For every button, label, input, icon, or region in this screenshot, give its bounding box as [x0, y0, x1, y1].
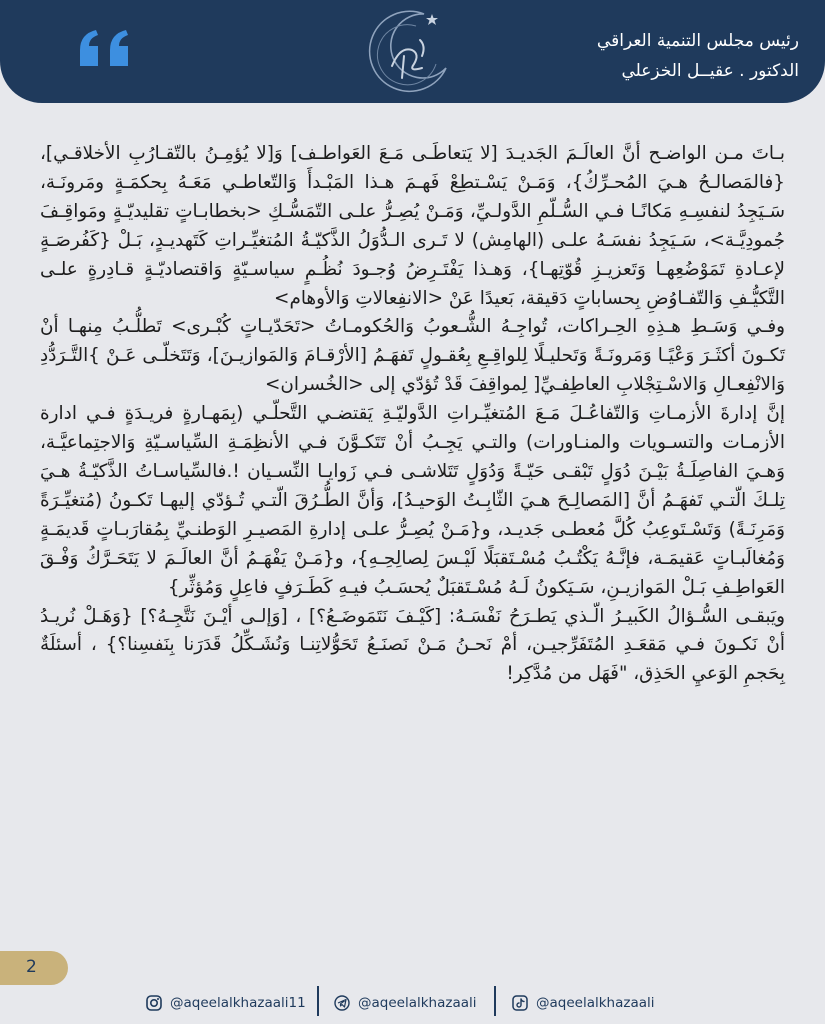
article-paragraph: بـاتَ مـن الواضـح أنَّ العالَـمَ الجَديـدَ [لا يَتعاطَـى مَـعَ العَواطـف] وَ[لا يُؤمِـنُ بالتّقـارُبِ الأخلاقـي]، {فالمَصالـحُ هـيَ المُحـرِّكُ}، وَمَـنْ يَسْـتطِعْ فَهـمَ هـذا المَبْـدأَ وَالتّعاطـي مَعَـهُ بِحكمَـةٍ ومَرونَـة، سَـيَجِدُ لنفسِـهِ مَكانًـا فـي السُّـلّمِ الدَّولـيِّ، وَمَـنْ يُصِـرُّ علـى التّمَسُّـكِ <بخطابـاتٍ تقليديّـةٍ ومَواقِـفَ جُمودِيَّـة>، سَـيَجِدُ نفسَـهُ علـى (الهامِش) لا تَـرى الـدُّوَلُ الذَّكيّـةُ المُتغيِّـراتِ كَتَهديـدٍ، بَـلْ {كَفُرصَـةٍ لإعـادةِ تَمَوْضُعِهـا وَتَعزيـزِ قُوّتِهـا}، وَهـذا يَفْتَـرِضُ وُجـودَ نُظُـمٍ سياسـيّةٍ وَاقتصاديّـةٍ قـادِرةٍ علـى التَّكيُّـفِ وَالتّفـاوُضِ بِحساباتٍ دَقيقة، بَعيدًا عَنْ <الانفِعالاتِ وَالأوهام>: [40, 143, 785, 309]
instagram-icon: [146, 995, 162, 1011]
article-paragraph: إنَّ إدارةَ الأزمـاتِ وَالتّفاعُـلَ مَـعَ المُتغيِّـراتِ الدَّوليّـةِ يَقتضـي التَّحلّـي (بِمَهـارةٍ فريـدَةٍ فـي ادارة الأزمـات والتسـويات والمنـاورات) والتـي يَجِـبُ أنْ تَتَكـوَّنَ فـي الأنظِمَـةِ السِّياسـيّةِ وَالاجتِماعيَّـة، وَهـيَ الفاصِلَـةُ بَيْـنَ دُوَلٍ تَبْقـى حَيّـةً وَدُوَلٍ تَتَلاشـى فـي زَوايـا النِّسـيان !.فالسِّياسـاتُ الذَّكيّـةُ هـيَ تِلـكَ الّتـي تَفهَـمُ أنَّ [المَصالِـحَ هـيَ الثّابِـتُ الوَحيـدُ]، وَأنَّ الطُّـرُقَ الّتـي تُـؤدّي إليهـا تَكـونُ (مُتغيِّـرَةً وَمَرِنَـةً) وَتَسْـتَوعِبُ كُلَّ مُعطـى جَديـد، و{مَـنْ يُصِـرُّ علـى إدارةِ المَصيـرِ الوَطنـيِّ بِمُقارَبـاتٍ قَديمَـةٍ وَمُغالَبـاتٍ عَقيمَـة، فإنَّـهُ يَكْتُـبُ مُسْـتَقبَلًا لَيْـسَ لِصالِحِـهِ}، و{مَـنْ يَفْهَـمُ أنَّ العالَـمَ لا يَتَحَـرَّكُ وَفْـقَ العَواطِـفِ بَـلْ المَوازيـنِ، سَـيَكونُ لَـهُ مُسْـتَقبَلٌ يُحسَـبُ فيـهِ كَطَـرَفٍ فاعِلٍ وَمُؤثِّر}: [40, 403, 785, 598]
header-banner: [0, 0, 825, 103]
tiktok-icon: [512, 995, 528, 1011]
ramadan-logo: [362, 6, 458, 98]
author-name: الدكتور . عقيــل الخزعلي: [621, 61, 799, 81]
article-paragraph: وفـي وَسَـطِ هـذِهِ الحِـراكات، تُواجِـهُ الشُّـعوبُ وَالحُكومـاتُ <تَحَدّيـاتٍ كُبْـرى> تَطلُّـبُ مِنهـا أنْ تَكـونَ أكثَـرَ وَعْيًـا وَمَرونَـةً وَتَحليـلًا لِلواقِـعِ بِعُقـولٍ تَفهَـمُ [الأرْقـامَ وَالمَوازيـنَ]، وَتَتَخلّـى عَـنْ }التَّـرَدُّدِ وَالانْفِعـالِ وَالاسْـتِجْلابِ العاطِفـيِّ[ لِمواقِفَ قَدْ تُؤدّي إلى <الخُسران>: [40, 316, 785, 396]
social-footer: [0, 988, 825, 1024]
telegram-icon: [334, 995, 350, 1011]
social-link-telegram[interactable]: [334, 991, 477, 1015]
article-body: [40, 140, 785, 689]
social-handle: @aqeelalkhazaali11: [170, 995, 306, 1011]
social-link-instagram[interactable]: [146, 991, 306, 1015]
footer-divider: [317, 986, 319, 1016]
social-link-tiktok[interactable]: [512, 991, 655, 1015]
quote-icon: [78, 28, 136, 68]
article-paragraph: ويَبقـى السُّـؤالُ الكَبيـرُ الّـذي يَطـرَحُ نَفْسَـهُ: [كَيْـفَ نَتَمَوضَـعُ؟] ، [وَإلـى أيْـنَ نَتَّجِـهُ؟] {وَهَـلْ نُريـدُ أنْ نَكـونَ فـي مَقعَـدِ المُتَفَرِّجيـن، أمْ نَحـنُ مَـنْ نَصنَـعُ تَحَوُّلاتِنـا وَنُشَـكِّلُ قَدَرَنا بِنَفسِنا؟} ، أسئلَةٌ بِحَجمِ الوَعيِ الحَذِق، "فَهَل من مُدَّكِر!: [40, 605, 785, 685]
social-handle: @aqeelalkhazaali: [358, 995, 477, 1011]
social-handle: @aqeelalkhazaali: [536, 995, 655, 1011]
page-number-badge: [0, 951, 68, 985]
author-title: رئيس مجلس التنمية العراقي: [596, 31, 799, 51]
page-number: 2: [26, 957, 37, 977]
footer-divider: [494, 986, 496, 1016]
author-block: [597, 26, 799, 86]
